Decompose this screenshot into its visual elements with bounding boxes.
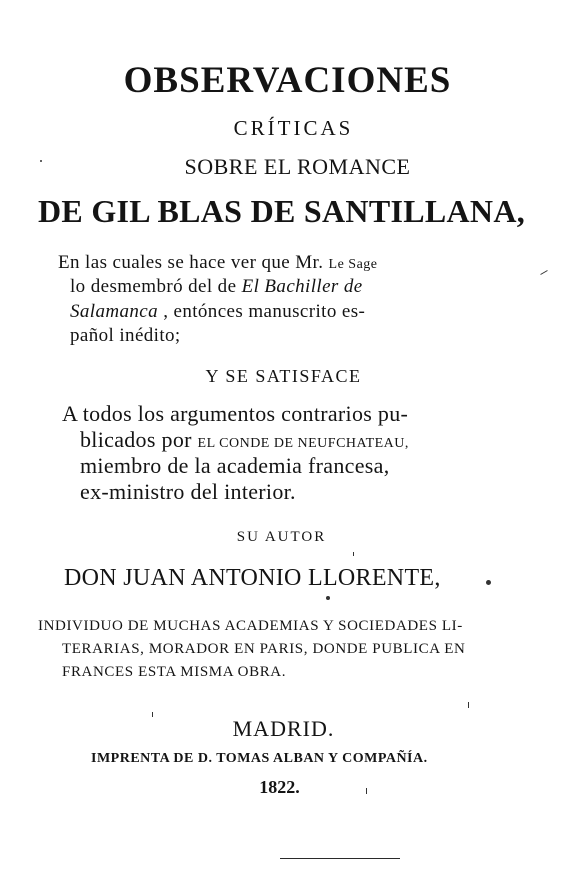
paragraph1-line-1-text: En las cuales se hace ver que Mr. [58, 252, 329, 273]
paragraph1-line-2 [70, 277, 363, 296]
paragraph1-line-3-text: , entónces manuscrito es- [158, 301, 366, 322]
paragraph2-line-1: A todos los argumentos contrarios pu- [62, 401, 409, 426]
ink-speck [486, 580, 491, 585]
paragraph2-line-2 [80, 429, 409, 451]
author-description-line-3: FRANCES ESTA MISMA OBRA. [62, 664, 287, 680]
author-description-line-2: TERARIAS, MORADOR EN PARIS, DONDE PUBLICA EN [62, 641, 466, 657]
paragraph1-line-4: pañol inédito; [70, 325, 181, 346]
imprint-year: 1822. [259, 777, 300, 797]
title-line-1: OBSERVACIONES [123, 60, 452, 101]
ink-speck [468, 702, 469, 708]
imprint-city: MADRID. [232, 716, 335, 741]
ink-speck [326, 596, 330, 600]
title-line-3: SOBRE EL ROMANCE [184, 154, 411, 179]
paragraph2-line-4: ex-ministro del interior. [80, 479, 296, 504]
su-autor: SU AUTOR [236, 529, 327, 545]
paragraph1-line-3 [70, 302, 365, 321]
author-name: DON JUAN ANTONIO LLORENTE, [64, 565, 441, 591]
ink-speck [40, 160, 42, 162]
ink-speck [152, 712, 153, 717]
book-title-bachiller: El Bachiller de [241, 276, 363, 297]
author-description-line-1: INDIVIDUO DE MUCHAS ACADEMIAS Y SOCIEDADES LI- [38, 618, 463, 634]
bottom-rule [280, 858, 400, 859]
ink-speck [353, 552, 354, 556]
title-line-2: CRÍTICAS [233, 116, 354, 140]
paragraph2-line-2-text: blicados por [80, 427, 198, 452]
author-le-sage: Le Sage [328, 257, 378, 272]
book-title-salamanca: Salamanca [70, 301, 159, 322]
heading-satisface: Y SE SATISFACE [205, 366, 362, 386]
paragraph1-line-1 [58, 253, 378, 272]
ink-speck [540, 270, 547, 275]
ink-speck [366, 788, 367, 794]
paragraph2-line-3: miembro de la academia francesa, [80, 453, 390, 478]
paragraph1-line-2-text: lo desmembró del de [70, 276, 242, 297]
imprint-printer: IMPRENTA DE D. TOMAS ALBAN Y COMPAÑÍA. [91, 751, 428, 766]
conde-neufchateau: EL CONDE DE NEUFCHATEAU, [197, 436, 409, 451]
title-line-4: DE GIL BLAS DE SANTILLANA, [38, 193, 526, 229]
